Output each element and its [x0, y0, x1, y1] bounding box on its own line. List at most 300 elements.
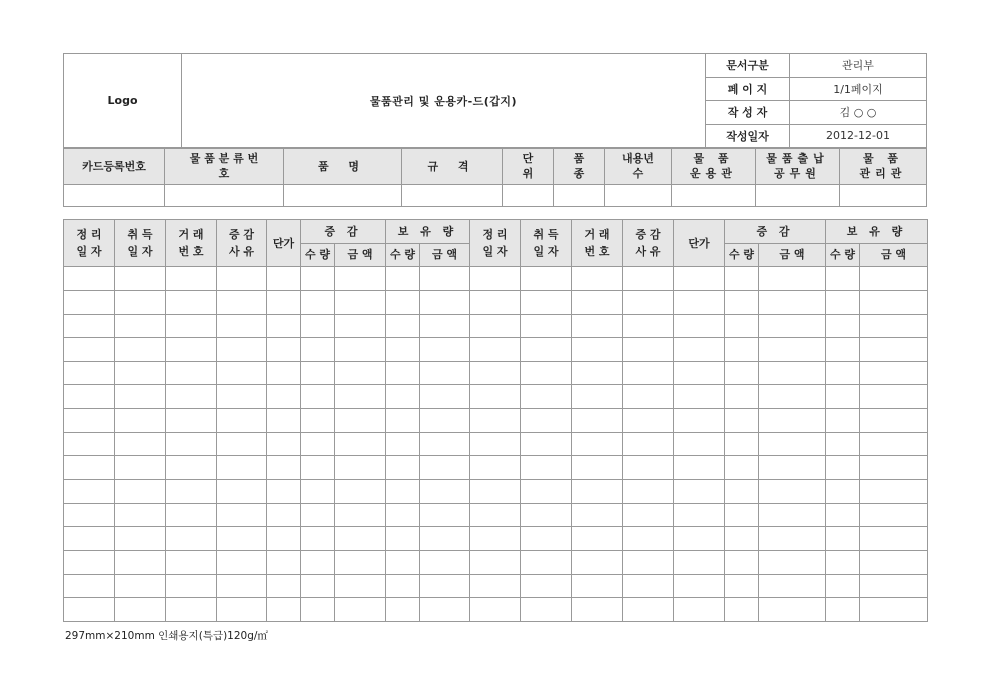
- table-cell[interactable]: [386, 574, 420, 598]
- table-cell[interactable]: [759, 503, 826, 527]
- table-cell[interactable]: [521, 267, 572, 291]
- table-cell[interactable]: [623, 503, 674, 527]
- table-cell[interactable]: [267, 314, 301, 338]
- table-cell[interactable]: [725, 409, 759, 433]
- table-row: [64, 290, 928, 314]
- info-cell[interactable]: [605, 184, 672, 206]
- info-cell[interactable]: [672, 184, 756, 206]
- table-cell[interactable]: [335, 456, 386, 480]
- table-cell[interactable]: [166, 503, 217, 527]
- table-cell[interactable]: [420, 432, 470, 456]
- table-cell[interactable]: [267, 409, 301, 433]
- table-cell[interactable]: [420, 574, 470, 598]
- table-cell[interactable]: [386, 432, 420, 456]
- table-cell[interactable]: [623, 267, 674, 291]
- table-cell[interactable]: [725, 598, 759, 622]
- table-cell[interactable]: [470, 385, 521, 409]
- table-cell[interactable]: [470, 267, 521, 291]
- table-cell[interactable]: [759, 338, 826, 362]
- table-cell[interactable]: [386, 503, 420, 527]
- table-cell[interactable]: [725, 527, 759, 551]
- table-cell[interactable]: [166, 550, 217, 574]
- table-cell[interactable]: [217, 598, 267, 622]
- table-cell[interactable]: [572, 574, 623, 598]
- table-cell[interactable]: [623, 480, 674, 504]
- table-cell[interactable]: [623, 314, 674, 338]
- table-cell[interactable]: [386, 361, 420, 385]
- table-cell[interactable]: [521, 598, 572, 622]
- table-cell[interactable]: [826, 456, 860, 480]
- table-cell[interactable]: [64, 385, 115, 409]
- table-cell[interactable]: [335, 527, 386, 551]
- table-cell[interactable]: [623, 385, 674, 409]
- table-cell[interactable]: [470, 338, 521, 362]
- table-cell[interactable]: [115, 456, 166, 480]
- table-cell[interactable]: [674, 503, 725, 527]
- table-cell[interactable]: [470, 527, 521, 551]
- table-cell[interactable]: [470, 574, 521, 598]
- info-cell[interactable]: [554, 184, 605, 206]
- info-cell[interactable]: [756, 184, 840, 206]
- table-cell[interactable]: [674, 314, 725, 338]
- table-cell[interactable]: [521, 409, 572, 433]
- table-cell[interactable]: [860, 550, 928, 574]
- table-cell[interactable]: [572, 409, 623, 433]
- table-cell[interactable]: [115, 314, 166, 338]
- table-cell[interactable]: [217, 290, 267, 314]
- table-cell[interactable]: [470, 503, 521, 527]
- table-cell[interactable]: [759, 409, 826, 433]
- table-cell[interactable]: [115, 338, 166, 362]
- table-cell[interactable]: [64, 527, 115, 551]
- table-cell[interactable]: [64, 503, 115, 527]
- table-cell[interactable]: [64, 409, 115, 433]
- table-cell[interactable]: [217, 527, 267, 551]
- table-cell[interactable]: [267, 527, 301, 551]
- table-cell[interactable]: [572, 456, 623, 480]
- table-cell[interactable]: [420, 456, 470, 480]
- table-cell[interactable]: [335, 503, 386, 527]
- table-cell[interactable]: [725, 267, 759, 291]
- table-cell[interactable]: [674, 456, 725, 480]
- table-cell[interactable]: [301, 550, 335, 574]
- table-cell[interactable]: [725, 338, 759, 362]
- table-cell[interactable]: [572, 314, 623, 338]
- table-cell[interactable]: [860, 385, 928, 409]
- table-cell[interactable]: [64, 598, 115, 622]
- table-cell[interactable]: [860, 314, 928, 338]
- table-cell[interactable]: [267, 550, 301, 574]
- table-cell[interactable]: [166, 527, 217, 551]
- table-cell[interactable]: [335, 361, 386, 385]
- table-cell[interactable]: [572, 290, 623, 314]
- table-cell[interactable]: [725, 432, 759, 456]
- table-cell[interactable]: [420, 598, 470, 622]
- table-cell[interactable]: [301, 267, 335, 291]
- table-cell[interactable]: [217, 385, 267, 409]
- table-cell[interactable]: [115, 550, 166, 574]
- table-cell[interactable]: [826, 290, 860, 314]
- table-cell[interactable]: [521, 290, 572, 314]
- table-cell[interactable]: [115, 409, 166, 433]
- table-cell[interactable]: [64, 314, 115, 338]
- table-cell[interactable]: [267, 267, 301, 291]
- table-cell[interactable]: [420, 267, 470, 291]
- table-cell[interactable]: [386, 290, 420, 314]
- table-cell[interactable]: [725, 550, 759, 574]
- table-cell[interactable]: [420, 314, 470, 338]
- table-cell[interactable]: [386, 598, 420, 622]
- table-cell[interactable]: [759, 598, 826, 622]
- table-cell[interactable]: [860, 432, 928, 456]
- table-cell[interactable]: [572, 361, 623, 385]
- table-cell[interactable]: [386, 480, 420, 504]
- table-cell[interactable]: [301, 290, 335, 314]
- table-cell[interactable]: [335, 432, 386, 456]
- table-cell[interactable]: [759, 527, 826, 551]
- table-cell[interactable]: [267, 385, 301, 409]
- table-cell[interactable]: [301, 385, 335, 409]
- ledger-header-trade-no-2: 거 래 번 호: [572, 220, 623, 267]
- table-cell[interactable]: [217, 314, 267, 338]
- table-cell[interactable]: [826, 385, 860, 409]
- ledger-header-acquire-date-2: 취 득 일 자: [521, 220, 572, 267]
- table-cell[interactable]: [267, 290, 301, 314]
- table-cell[interactable]: [301, 527, 335, 551]
- table-cell[interactable]: [386, 385, 420, 409]
- table-cell[interactable]: [623, 550, 674, 574]
- table-cell[interactable]: [64, 290, 115, 314]
- ledger-header-holding: 보 유 량: [386, 220, 470, 244]
- table-cell[interactable]: [674, 550, 725, 574]
- table-cell[interactable]: [386, 527, 420, 551]
- table-cell[interactable]: [115, 598, 166, 622]
- table-cell[interactable]: [115, 503, 166, 527]
- table-cell[interactable]: [166, 338, 217, 362]
- table-cell[interactable]: [470, 361, 521, 385]
- table-row: [64, 409, 928, 433]
- info-header-kind: 품 종: [554, 149, 605, 185]
- table-cell[interactable]: [521, 550, 572, 574]
- table-cell[interactable]: [166, 409, 217, 433]
- table-cell[interactable]: [166, 361, 217, 385]
- table-cell[interactable]: [267, 361, 301, 385]
- table-cell[interactable]: [470, 314, 521, 338]
- table-cell[interactable]: [470, 432, 521, 456]
- table-cell[interactable]: [115, 432, 166, 456]
- table-cell[interactable]: [217, 574, 267, 598]
- info-header-manager: 물 품 관리관: [840, 149, 927, 185]
- table-cell[interactable]: [521, 480, 572, 504]
- table-cell[interactable]: [572, 480, 623, 504]
- table-cell[interactable]: [521, 503, 572, 527]
- table-cell[interactable]: [335, 480, 386, 504]
- table-cell[interactable]: [217, 267, 267, 291]
- table-cell[interactable]: [826, 503, 860, 527]
- table-cell[interactable]: [301, 409, 335, 433]
- table-cell[interactable]: [759, 361, 826, 385]
- table-cell[interactable]: [759, 550, 826, 574]
- table-cell[interactable]: [860, 480, 928, 504]
- table-cell[interactable]: [860, 503, 928, 527]
- table-cell[interactable]: [166, 314, 217, 338]
- table-cell[interactable]: [301, 338, 335, 362]
- table-cell[interactable]: [64, 574, 115, 598]
- table-cell[interactable]: [166, 290, 217, 314]
- table-cell[interactable]: [166, 432, 217, 456]
- table-cell[interactable]: [267, 574, 301, 598]
- table-cell[interactable]: [115, 480, 166, 504]
- table-cell[interactable]: [674, 480, 725, 504]
- table-cell[interactable]: [470, 456, 521, 480]
- ledger-subheader-qty: 수 량: [386, 243, 420, 267]
- meta-value-doc-type: 관리부: [790, 54, 927, 78]
- table-cell[interactable]: [335, 574, 386, 598]
- ledger-subheader-amount: 금 액: [860, 243, 928, 267]
- table-cell[interactable]: [420, 503, 470, 527]
- table-cell[interactable]: [521, 338, 572, 362]
- table-cell[interactable]: [759, 432, 826, 456]
- table-cell[interactable]: [725, 480, 759, 504]
- table-cell[interactable]: [572, 432, 623, 456]
- table-cell[interactable]: [725, 314, 759, 338]
- table-cell[interactable]: [335, 290, 386, 314]
- table-cell[interactable]: [64, 361, 115, 385]
- table-cell[interactable]: [217, 503, 267, 527]
- table-cell[interactable]: [860, 598, 928, 622]
- table-cell[interactable]: [386, 409, 420, 433]
- table-cell[interactable]: [725, 290, 759, 314]
- table-cell[interactable]: [674, 409, 725, 433]
- table-cell[interactable]: [386, 267, 420, 291]
- meta-value-date: 2012-12-01: [790, 124, 927, 148]
- table-cell[interactable]: [217, 432, 267, 456]
- table-cell[interactable]: [301, 456, 335, 480]
- table-cell[interactable]: [826, 598, 860, 622]
- table-cell[interactable]: [521, 361, 572, 385]
- table-cell[interactable]: [521, 527, 572, 551]
- table-cell[interactable]: [521, 314, 572, 338]
- table-cell[interactable]: [826, 409, 860, 433]
- table-cell[interactable]: [860, 409, 928, 433]
- info-cell[interactable]: [503, 184, 554, 206]
- table-cell[interactable]: [470, 290, 521, 314]
- table-cell[interactable]: [386, 456, 420, 480]
- table-cell[interactable]: [521, 456, 572, 480]
- table-cell[interactable]: [725, 456, 759, 480]
- table-cell[interactable]: [826, 550, 860, 574]
- table-cell[interactable]: [301, 432, 335, 456]
- meta-value-author: 김 ○ ○: [790, 101, 927, 125]
- table-cell[interactable]: [115, 361, 166, 385]
- table-cell[interactable]: [267, 503, 301, 527]
- table-cell[interactable]: [115, 385, 166, 409]
- info-cell[interactable]: [284, 184, 402, 206]
- table-cell[interactable]: [335, 338, 386, 362]
- table-cell[interactable]: [217, 338, 267, 362]
- table-cell[interactable]: [572, 550, 623, 574]
- table-cell[interactable]: [725, 361, 759, 385]
- table-cell[interactable]: [826, 361, 860, 385]
- table-cell[interactable]: [674, 267, 725, 291]
- table-cell[interactable]: [64, 550, 115, 574]
- table-cell[interactable]: [420, 480, 470, 504]
- table-cell[interactable]: [420, 361, 470, 385]
- table-cell[interactable]: [674, 338, 725, 362]
- table-row: [64, 598, 928, 622]
- logo: Logo: [64, 54, 182, 148]
- table-cell[interactable]: [115, 267, 166, 291]
- table-cell[interactable]: [64, 456, 115, 480]
- table-cell[interactable]: [623, 409, 674, 433]
- table-cell[interactable]: [217, 456, 267, 480]
- table-cell[interactable]: [301, 314, 335, 338]
- table-cell[interactable]: [826, 338, 860, 362]
- table-cell[interactable]: [335, 267, 386, 291]
- table-cell[interactable]: [386, 550, 420, 574]
- table-cell[interactable]: [267, 480, 301, 504]
- table-cell[interactable]: [826, 314, 860, 338]
- table-cell[interactable]: [860, 267, 928, 291]
- table-cell[interactable]: [64, 267, 115, 291]
- table-cell[interactable]: [521, 574, 572, 598]
- table-cell[interactable]: [335, 385, 386, 409]
- table-cell[interactable]: [470, 480, 521, 504]
- table-cell[interactable]: [860, 574, 928, 598]
- table-cell[interactable]: [420, 409, 470, 433]
- table-cell[interactable]: [572, 267, 623, 291]
- table-cell[interactable]: [301, 361, 335, 385]
- table-cell[interactable]: [267, 338, 301, 362]
- table-cell[interactable]: [572, 598, 623, 622]
- table-cell[interactable]: [623, 527, 674, 551]
- ledger-subheader-amount: 금 액: [335, 243, 386, 267]
- table-cell[interactable]: [725, 385, 759, 409]
- table-cell[interactable]: [674, 385, 725, 409]
- table-cell[interactable]: [267, 598, 301, 622]
- table-cell[interactable]: [470, 550, 521, 574]
- table-cell[interactable]: [725, 503, 759, 527]
- table-cell[interactable]: [860, 456, 928, 480]
- info-cell[interactable]: [840, 184, 927, 206]
- table-cell[interactable]: [166, 385, 217, 409]
- table-cell[interactable]: [217, 409, 267, 433]
- table-cell[interactable]: [725, 574, 759, 598]
- table-cell[interactable]: [674, 361, 725, 385]
- table-cell[interactable]: [470, 409, 521, 433]
- table-cell[interactable]: [166, 574, 217, 598]
- table-cell[interactable]: [860, 290, 928, 314]
- table-cell[interactable]: [623, 456, 674, 480]
- table-cell[interactable]: [826, 527, 860, 551]
- table-cell[interactable]: [335, 550, 386, 574]
- table-cell[interactable]: [301, 574, 335, 598]
- table-cell[interactable]: [64, 338, 115, 362]
- table-cell[interactable]: [420, 550, 470, 574]
- table-cell[interactable]: [335, 314, 386, 338]
- table-cell[interactable]: [674, 574, 725, 598]
- info-cell[interactable]: [64, 184, 165, 206]
- table-cell[interactable]: [166, 480, 217, 504]
- table-cell[interactable]: [674, 432, 725, 456]
- table-cell[interactable]: [572, 338, 623, 362]
- table-cell[interactable]: [386, 338, 420, 362]
- table-cell[interactable]: [860, 527, 928, 551]
- table-cell[interactable]: [64, 480, 115, 504]
- info-header-card-no: 카드등록번호: [64, 149, 165, 185]
- ledger-subheader-amount: 금 액: [759, 243, 826, 267]
- table-cell[interactable]: [64, 432, 115, 456]
- info-cell[interactable]: [165, 184, 284, 206]
- table-cell[interactable]: [335, 409, 386, 433]
- table-cell[interactable]: [301, 598, 335, 622]
- table-cell[interactable]: [674, 598, 725, 622]
- table-cell[interactable]: [623, 574, 674, 598]
- table-cell[interactable]: [301, 480, 335, 504]
- meta-label-author: 작 성 자: [706, 101, 790, 125]
- table-cell[interactable]: [623, 432, 674, 456]
- table-cell[interactable]: [826, 267, 860, 291]
- table-cell[interactable]: [115, 290, 166, 314]
- table-cell[interactable]: [335, 598, 386, 622]
- table-cell[interactable]: [217, 550, 267, 574]
- table-cell[interactable]: [301, 503, 335, 527]
- table-cell[interactable]: [860, 338, 928, 362]
- table-cell[interactable]: [623, 598, 674, 622]
- table-cell[interactable]: [623, 361, 674, 385]
- table-cell[interactable]: [166, 267, 217, 291]
- table-cell[interactable]: [386, 314, 420, 338]
- table-cell[interactable]: [521, 432, 572, 456]
- table-cell[interactable]: [267, 432, 301, 456]
- table-cell[interactable]: [115, 527, 166, 551]
- table-cell[interactable]: [759, 267, 826, 291]
- table-cell[interactable]: [217, 361, 267, 385]
- table-cell[interactable]: [521, 385, 572, 409]
- meta-label-page: 페 이 지: [706, 77, 790, 101]
- table-cell[interactable]: [759, 456, 826, 480]
- table-cell[interactable]: [623, 290, 674, 314]
- info-cell[interactable]: [402, 184, 503, 206]
- table-cell[interactable]: [623, 338, 674, 362]
- table-cell[interactable]: [826, 480, 860, 504]
- table-cell[interactable]: [420, 527, 470, 551]
- table-cell[interactable]: [759, 385, 826, 409]
- table-cell[interactable]: [759, 290, 826, 314]
- table-cell[interactable]: [826, 432, 860, 456]
- table-cell[interactable]: [166, 456, 217, 480]
- table-cell[interactable]: [420, 290, 470, 314]
- table-cell[interactable]: [826, 574, 860, 598]
- table-cell[interactable]: [166, 598, 217, 622]
- table-cell[interactable]: [420, 385, 470, 409]
- table-cell[interactable]: [572, 527, 623, 551]
- table-cell[interactable]: [674, 290, 725, 314]
- table-cell[interactable]: [572, 503, 623, 527]
- table-cell[interactable]: [759, 480, 826, 504]
- table-cell[interactable]: [860, 361, 928, 385]
- table-cell[interactable]: [267, 456, 301, 480]
- table-row: [64, 574, 928, 598]
- table-cell[interactable]: [115, 574, 166, 598]
- table-cell[interactable]: [759, 574, 826, 598]
- table-cell[interactable]: [470, 598, 521, 622]
- table-cell[interactable]: [420, 338, 470, 362]
- table-cell[interactable]: [217, 480, 267, 504]
- table-cell[interactable]: [674, 527, 725, 551]
- table-cell[interactable]: [759, 314, 826, 338]
- table-cell[interactable]: [572, 385, 623, 409]
